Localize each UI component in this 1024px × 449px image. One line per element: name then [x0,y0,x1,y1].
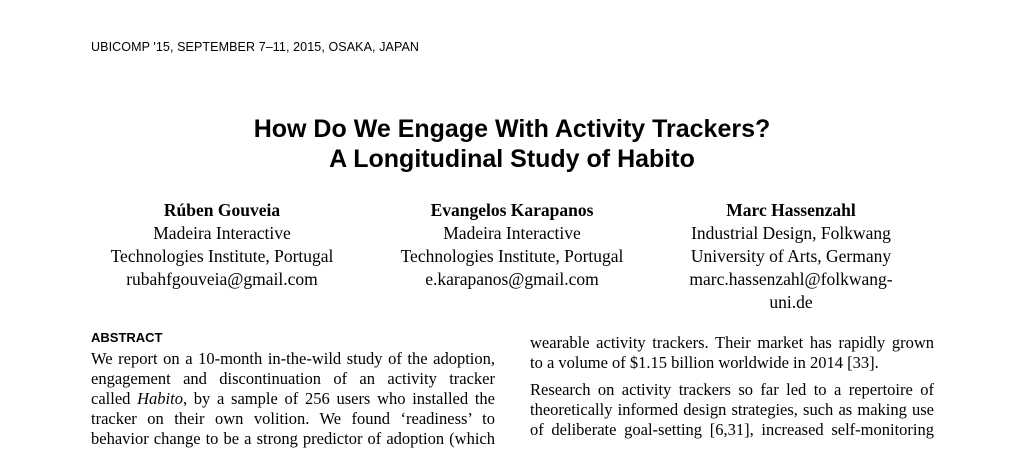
author-affiliation: University of Arts, Germany [690,246,892,266]
body-line: Research on activity trackers so far led to a repertoire of [530,380,934,399]
author-affiliation: Madeira Interactive [153,223,291,243]
paper-title [0,114,1024,174]
title-line-2: A Longitudinal Study of Habito [329,145,695,173]
author-block [362,199,662,291]
body-line: of deliberate goal-setting [6,31], increased self-monitoring [530,420,934,439]
abstract-line: We report on a 10-month in-the-wild study of the adoption, [91,349,495,368]
author-name: Evangelos Karapanos [430,200,594,220]
body-line: wearable activity trackers. Their market has rapidly grown [530,333,934,352]
body-line: theoretically informed design strategies, such as making use [530,400,934,419]
author-block [72,199,372,291]
title-line-1: How Do We Engage With Activity Trackers? [253,115,771,143]
author-affiliation: Technologies Institute, Portugal [400,246,624,266]
author-affiliation: Technologies Institute, Portugal [110,246,334,266]
author-name: Marc Hassenzahl [726,200,856,220]
abstract-heading: ABSTRACT [91,330,163,345]
abstract-line: tracker on their own volition. We found ‘readiness’ to [91,409,495,428]
body-paragraph [530,380,934,440]
author-email: marc.hassenzahl@folkwang- [689,269,893,289]
abstract-line: called Habito, by a sample of 256 users who installed the [91,389,495,408]
author-affiliation: Industrial Design, Folkwang [691,223,891,243]
body-line: to a volume of $1.15 billion worldwide in 2014 [33]. [530,353,879,372]
author-email: rubahfgouveia@gmail.com [126,269,318,289]
tracker-name-italic: Habito [137,389,183,408]
abstract-body [91,349,495,449]
running-header: UBICOMP '15, SEPTEMBER 7–11, 2015, OSAKA, JAPAN [91,40,420,54]
author-email: e.karapanos@gmail.com [425,269,599,289]
author-affiliation: Madeira Interactive [443,223,581,243]
body-paragraph [530,333,934,373]
abstract-line: behavior change to be a strong predictor of adoption (which [91,429,495,448]
abstract-line: engagement and discontinuation of an activity tracker [91,369,495,388]
author-block [646,199,936,314]
author-name: Rúben Gouveia [163,200,281,220]
author-email-continued: uni.de [769,292,813,312]
